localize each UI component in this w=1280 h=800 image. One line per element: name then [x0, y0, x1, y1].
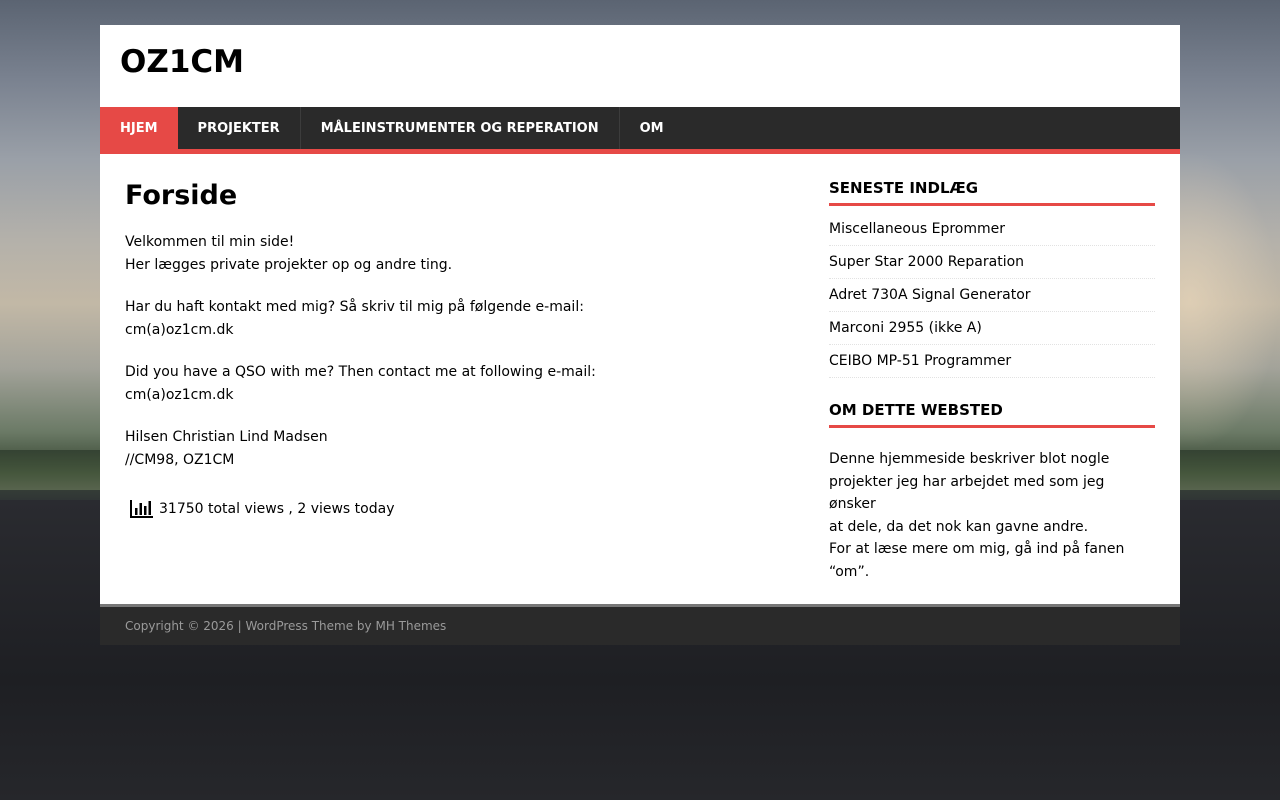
signature-paragraph [125, 426, 765, 471]
recent-post-link[interactable]: Miscellaneous Eprommer [829, 221, 1155, 246]
about-line: Denne hjemmeside beskriver blot nogle [829, 451, 1110, 467]
nav-item-hjem[interactable]: HJEM [100, 107, 178, 149]
about-site-title: OM DETTE WEBSTED [829, 401, 1155, 428]
paragraph-line: Har du haft kontakt med mig? Så skriv til mig på følgende e-mail: [125, 299, 584, 315]
contact-paragraph-da [125, 296, 765, 341]
email-text: cm(a)oz1cm.dk [125, 321, 234, 338]
views-text: 31750 total views , 2 views today [159, 501, 395, 517]
recent-posts-title: SENESTE INDLÆG [829, 179, 1155, 206]
page-wrapper [100, 25, 1180, 645]
paragraph-line: Hilsen Christian Lind Madsen [125, 429, 328, 445]
email-text: cm(a)oz1cm.dk [125, 386, 234, 403]
copyright-text: Copyright © 2026 | [125, 619, 246, 633]
main-navigation [100, 107, 1180, 154]
about-line: For at læse mere om mig, gå ind på fanen “om”. [829, 541, 1125, 580]
recent-post-link[interactable]: CEIBO MP-51 Programmer [829, 345, 1155, 378]
paragraph-line: Velkommen til min side! [125, 234, 295, 250]
theme-credit-link[interactable]: WordPress Theme by MH Themes [245, 619, 447, 633]
recent-post-link[interactable]: Marconi 2955 (ikke A) [829, 312, 1155, 345]
page-title: Forside [125, 180, 238, 211]
paragraph-line: Her lægges private projekter op og andre ting. [125, 256, 453, 273]
paragraph-line: //CM98, OZ1CM [125, 451, 235, 468]
recent-post-link[interactable]: Super Star 2000 Reparation [829, 246, 1155, 279]
nav-item-projekter[interactable]: PROJEKTER [178, 107, 301, 149]
main-content [125, 180, 765, 519]
recent-post-link[interactable]: Adret 730A Signal Generator [829, 279, 1155, 312]
content-area [100, 154, 1180, 604]
paragraph-line: Did you have a QSO with me? Then contact me at following e-mail: [125, 364, 596, 380]
welcome-paragraph [125, 231, 765, 276]
site-header [100, 25, 1180, 107]
bar-chart-icon [130, 499, 154, 519]
view-counter [125, 499, 765, 519]
recent-posts-list [829, 221, 1155, 378]
about-line: projekter jeg har arbejdet med som jeg ønsker [829, 473, 1105, 512]
about-line: at dele, da det nok kan gavne andre. [829, 518, 1089, 535]
sidebar [829, 179, 1155, 583]
nav-item-maaleinstrumenter[interactable]: MÅLEINSTRUMENTER OG REPERATION [301, 107, 620, 149]
contact-paragraph-en [125, 361, 765, 406]
about-site-text [829, 448, 1155, 583]
site-title[interactable]: OZ1CM [120, 44, 244, 80]
site-footer [100, 604, 1180, 645]
nav-item-om[interactable]: OM [639, 120, 664, 136]
